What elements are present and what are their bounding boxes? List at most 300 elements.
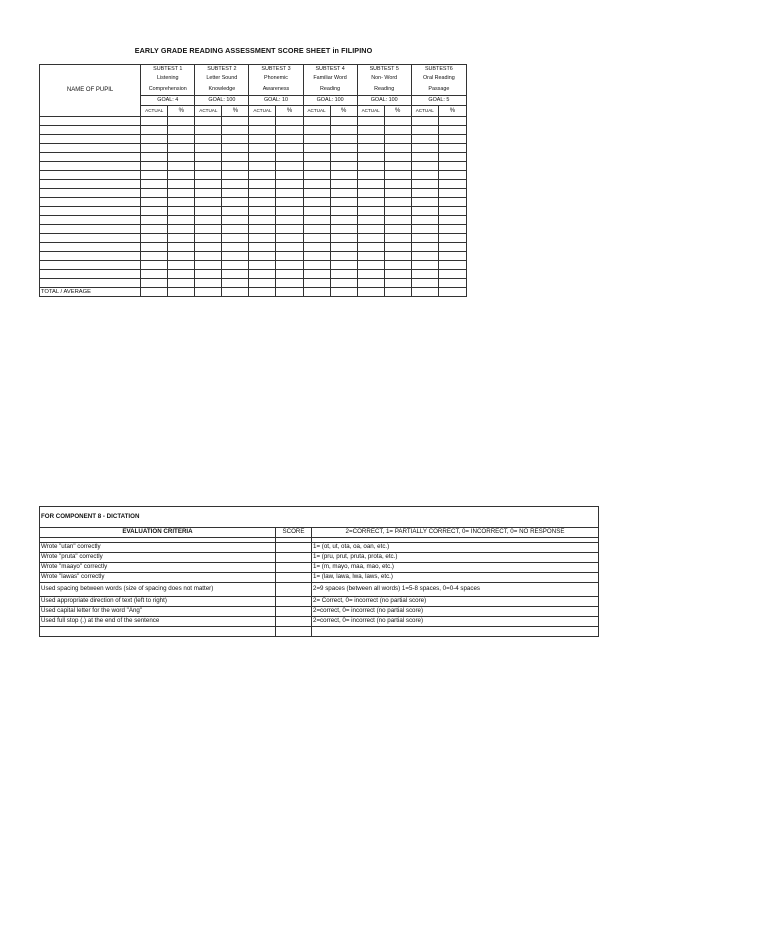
- score-cell[interactable]: [195, 225, 222, 234]
- criterion-text: Wrote "utan" correctly: [40, 543, 276, 553]
- score-cell[interactable]: [222, 189, 249, 198]
- pupil-name-cell[interactable]: [40, 252, 141, 261]
- score-cell[interactable]: [168, 117, 195, 126]
- score-cell[interactable]: [222, 144, 249, 153]
- score-cell[interactable]: [168, 270, 195, 279]
- total-average-row: [40, 288, 467, 297]
- score-cell[interactable]: [330, 126, 357, 135]
- score-cell[interactable]: [249, 135, 276, 144]
- score-cell[interactable]: [276, 117, 303, 126]
- score-cell[interactable]: [303, 243, 330, 252]
- score-cell[interactable]: [303, 270, 330, 279]
- score-cell[interactable]: [330, 180, 357, 189]
- score-cell[interactable]: [195, 180, 222, 189]
- score-cell[interactable]: [384, 144, 411, 153]
- score-cell[interactable]: [168, 180, 195, 189]
- dictation-title: FOR COMPONENT 8 - DICTATION: [40, 507, 599, 528]
- score-cell[interactable]: [141, 216, 168, 225]
- score-cell[interactable]: [384, 216, 411, 225]
- score-cell[interactable]: [168, 207, 195, 216]
- score-cell[interactable]: [330, 198, 357, 207]
- score-cell[interactable]: [276, 243, 303, 252]
- subtest-3-percent-header: %: [276, 106, 303, 117]
- score-cell[interactable]: [303, 207, 330, 216]
- pupil-name-cell[interactable]: [40, 261, 141, 270]
- score-cell[interactable]: [330, 162, 357, 171]
- total-cell[interactable]: [276, 288, 303, 297]
- score-cell[interactable]: [141, 261, 168, 270]
- score-cell[interactable]: [330, 189, 357, 198]
- score-cell[interactable]: [303, 126, 330, 135]
- score-cell[interactable]: [276, 135, 303, 144]
- score-cell[interactable]: [438, 252, 466, 261]
- score-cell[interactable]: [276, 597, 312, 607]
- score-cell[interactable]: [303, 252, 330, 261]
- score-cell[interactable]: [384, 198, 411, 207]
- score-cell[interactable]: [357, 234, 384, 243]
- score-cell[interactable]: [222, 180, 249, 189]
- subtest-4-goal: GOAL: 100: [303, 96, 357, 106]
- score-cell[interactable]: [357, 225, 384, 234]
- score-cell[interactable]: [195, 207, 222, 216]
- score-cell[interactable]: [249, 171, 276, 180]
- pupil-name-cell[interactable]: [40, 279, 141, 288]
- pupil-name-cell[interactable]: [40, 225, 141, 234]
- score-cell[interactable]: [276, 553, 312, 563]
- score-cell[interactable]: [384, 189, 411, 198]
- score-cell[interactable]: [384, 135, 411, 144]
- score-cell[interactable]: [411, 207, 438, 216]
- score-cell[interactable]: [384, 117, 411, 126]
- score-cell[interactable]: [357, 216, 384, 225]
- score-cell[interactable]: [303, 144, 330, 153]
- score-cell[interactable]: [276, 144, 303, 153]
- score-cell[interactable]: [330, 207, 357, 216]
- score-cell[interactable]: [276, 573, 312, 583]
- score-cell[interactable]: [357, 180, 384, 189]
- score-cell[interactable]: [438, 207, 466, 216]
- score-cell[interactable]: [438, 162, 466, 171]
- score-cell[interactable]: [411, 144, 438, 153]
- score-cell[interactable]: [438, 126, 466, 135]
- score-cell[interactable]: [303, 162, 330, 171]
- score-cell[interactable]: [141, 225, 168, 234]
- score-cell[interactable]: [276, 617, 312, 627]
- pupil-row: [40, 189, 467, 198]
- score-cell[interactable]: [384, 153, 411, 162]
- subtest-5-desc-2: Reading: [357, 84, 411, 96]
- score-cell[interactable]: [222, 135, 249, 144]
- pupil-row: [40, 171, 467, 180]
- subtest-5-actual-header: ACTUAL: [357, 106, 384, 117]
- score-cell[interactable]: [303, 279, 330, 288]
- total-cell[interactable]: [438, 288, 466, 297]
- pupil-name-cell[interactable]: [40, 171, 141, 180]
- score-cell[interactable]: [438, 198, 466, 207]
- pupil-name-cell[interactable]: [40, 216, 141, 225]
- total-cell[interactable]: [411, 288, 438, 297]
- score-cell[interactable]: [141, 135, 168, 144]
- score-cell[interactable]: [141, 180, 168, 189]
- subtest-1-actual-header: ACTUAL: [141, 106, 168, 117]
- pupil-row: [40, 144, 467, 153]
- score-cell[interactable]: [330, 216, 357, 225]
- score-cell[interactable]: [168, 243, 195, 252]
- total-cell[interactable]: [195, 288, 222, 297]
- score-cell[interactable]: [168, 225, 195, 234]
- score-cell[interactable]: [303, 216, 330, 225]
- score-cell[interactable]: [249, 189, 276, 198]
- score-cell[interactable]: [168, 171, 195, 180]
- score-cell[interactable]: [249, 279, 276, 288]
- score-cell[interactable]: [303, 117, 330, 126]
- total-cell[interactable]: [330, 288, 357, 297]
- score-cell[interactable]: [303, 153, 330, 162]
- score-cell[interactable]: [357, 198, 384, 207]
- score-cell[interactable]: [276, 180, 303, 189]
- score-cell[interactable]: [195, 234, 222, 243]
- score-cell[interactable]: [303, 135, 330, 144]
- score-cell[interactable]: [438, 117, 466, 126]
- score-cell[interactable]: [168, 126, 195, 135]
- score-cell[interactable]: [330, 135, 357, 144]
- score-cell[interactable]: [168, 144, 195, 153]
- score-cell[interactable]: [384, 207, 411, 216]
- score-cell[interactable]: [357, 162, 384, 171]
- score-cell[interactable]: [384, 252, 411, 261]
- score-cell[interactable]: [249, 234, 276, 243]
- total-cell[interactable]: [357, 288, 384, 297]
- total-cell[interactable]: [168, 288, 195, 297]
- pupil-row: [40, 234, 467, 243]
- score-cell[interactable]: [222, 243, 249, 252]
- pupil-name-cell[interactable]: [40, 162, 141, 171]
- score-cell[interactable]: [411, 252, 438, 261]
- pupil-name-cell[interactable]: [40, 144, 141, 153]
- score-cell[interactable]: [303, 180, 330, 189]
- total-cell[interactable]: [249, 288, 276, 297]
- score-cell[interactable]: [357, 252, 384, 261]
- score-cell[interactable]: [195, 243, 222, 252]
- score-cell[interactable]: [411, 162, 438, 171]
- score-cell[interactable]: [195, 171, 222, 180]
- score-cell[interactable]: [141, 270, 168, 279]
- score-cell[interactable]: [195, 144, 222, 153]
- score-cell[interactable]: [384, 162, 411, 171]
- score-cell[interactable]: [249, 117, 276, 126]
- score-cell[interactable]: [195, 216, 222, 225]
- score-cell[interactable]: [276, 607, 312, 617]
- score-cell[interactable]: [303, 261, 330, 270]
- score-cell[interactable]: [168, 189, 195, 198]
- score-cell[interactable]: [411, 171, 438, 180]
- score-cell[interactable]: [168, 216, 195, 225]
- score-cell[interactable]: [222, 117, 249, 126]
- total-average-label: TOTAL / AVERAGE: [40, 288, 141, 297]
- rubric-text: 2=9 spaces (between all words) 1=5-8 spaces, 0=0-4 spaces: [312, 583, 599, 597]
- score-cell[interactable]: [357, 117, 384, 126]
- score-cell[interactable]: [411, 198, 438, 207]
- rubric-text: 1= (law, lawa, lwa, laws, etc.): [312, 573, 599, 583]
- score-cell[interactable]: [411, 234, 438, 243]
- score-cell[interactable]: [357, 261, 384, 270]
- score-cell[interactable]: [276, 252, 303, 261]
- subtest-4-actual-header: ACTUAL: [303, 106, 330, 117]
- score-cell[interactable]: [411, 135, 438, 144]
- score-cell[interactable]: [411, 225, 438, 234]
- score-cell[interactable]: [249, 126, 276, 135]
- score-cell[interactable]: [330, 153, 357, 162]
- score-cell[interactable]: [195, 270, 222, 279]
- score-cell[interactable]: [384, 243, 411, 252]
- score-cell[interactable]: [411, 279, 438, 288]
- score-cell[interactable]: [195, 126, 222, 135]
- score-cell[interactable]: [276, 270, 303, 279]
- score-cell[interactable]: [411, 153, 438, 162]
- score-cell[interactable]: [384, 279, 411, 288]
- score-cell[interactable]: [303, 189, 330, 198]
- score-cell[interactable]: [438, 279, 466, 288]
- score-cell[interactable]: [276, 583, 312, 597]
- score-cell[interactable]: [276, 225, 303, 234]
- score-cell[interactable]: [141, 279, 168, 288]
- score-cell[interactable]: [195, 198, 222, 207]
- subtest-5-goal: GOAL: 100: [357, 96, 411, 106]
- score-cell[interactable]: [141, 153, 168, 162]
- score-cell[interactable]: [141, 252, 168, 261]
- score-cell[interactable]: [357, 126, 384, 135]
- score-cell[interactable]: [438, 153, 466, 162]
- score-cell[interactable]: [276, 216, 303, 225]
- pupil-row: [40, 216, 467, 225]
- score-cell[interactable]: [276, 162, 303, 171]
- score-cell[interactable]: [249, 270, 276, 279]
- score-cell[interactable]: [357, 207, 384, 216]
- score-cell[interactable]: [195, 135, 222, 144]
- pupil-name-cell[interactable]: [40, 117, 141, 126]
- score-cell[interactable]: [141, 198, 168, 207]
- subtest-4-desc-2: Reading: [303, 84, 357, 96]
- score-cell[interactable]: [222, 261, 249, 270]
- pupil-name-cell[interactable]: [40, 189, 141, 198]
- score-cell[interactable]: [141, 189, 168, 198]
- score-cell[interactable]: [438, 270, 466, 279]
- score-cell[interactable]: [276, 189, 303, 198]
- pupil-name-cell[interactable]: [40, 243, 141, 252]
- criteria-row: [40, 607, 599, 617]
- score-cell[interactable]: [276, 198, 303, 207]
- evaluation-criteria-header: EVALUATION CRITERIA: [40, 528, 276, 538]
- subtest-3-desc-2: Awareness: [249, 84, 303, 96]
- score-cell[interactable]: [411, 216, 438, 225]
- score-cell[interactable]: [141, 207, 168, 216]
- score-cell[interactable]: [438, 243, 466, 252]
- score-cell[interactable]: [249, 243, 276, 252]
- score-cell[interactable]: [168, 234, 195, 243]
- score-cell[interactable]: [384, 180, 411, 189]
- score-cell[interactable]: [438, 189, 466, 198]
- score-cell[interactable]: [411, 117, 438, 126]
- score-cell[interactable]: [249, 144, 276, 153]
- score-cell[interactable]: [357, 243, 384, 252]
- score-cell[interactable]: [411, 126, 438, 135]
- score-cell[interactable]: [276, 279, 303, 288]
- pupil-name-cell[interactable]: [40, 207, 141, 216]
- sheet-title: EARLY GRADE READING ASSESSMENT SCORE SHEET in FILIPINO: [134, 46, 373, 55]
- score-cell[interactable]: [357, 189, 384, 198]
- total-cell[interactable]: [303, 288, 330, 297]
- score-cell[interactable]: [357, 153, 384, 162]
- score-cell[interactable]: [384, 261, 411, 270]
- subtest-6-desc-2: Passage: [411, 84, 466, 96]
- score-cell[interactable]: [411, 261, 438, 270]
- score-cell[interactable]: [276, 543, 312, 553]
- score-cell[interactable]: [330, 234, 357, 243]
- score-cell[interactable]: [168, 162, 195, 171]
- score-cell[interactable]: [249, 261, 276, 270]
- score-cell[interactable]: [195, 153, 222, 162]
- score-cell[interactable]: [249, 153, 276, 162]
- score-cell[interactable]: [195, 162, 222, 171]
- score-cell[interactable]: [195, 117, 222, 126]
- score-cell[interactable]: [438, 216, 466, 225]
- score-cell[interactable]: [330, 144, 357, 153]
- score-cell[interactable]: [222, 279, 249, 288]
- score-cell[interactable]: [222, 207, 249, 216]
- score-cell[interactable]: [168, 135, 195, 144]
- score-cell[interactable]: [141, 171, 168, 180]
- score-cell[interactable]: [249, 216, 276, 225]
- score-cell[interactable]: [276, 261, 303, 270]
- score-cell[interactable]: [411, 270, 438, 279]
- score-cell[interactable]: [330, 225, 357, 234]
- score-cell[interactable]: [357, 135, 384, 144]
- score-cell[interactable]: [141, 162, 168, 171]
- score-cell[interactable]: [168, 279, 195, 288]
- score-cell[interactable]: [141, 117, 168, 126]
- score-cell[interactable]: [357, 279, 384, 288]
- score-cell[interactable]: [438, 144, 466, 153]
- total-cell[interactable]: [384, 288, 411, 297]
- score-cell[interactable]: [276, 153, 303, 162]
- score-cell[interactable]: [330, 243, 357, 252]
- pupil-name-cell[interactable]: [40, 270, 141, 279]
- score-cell[interactable]: [222, 216, 249, 225]
- score-cell[interactable]: [330, 117, 357, 126]
- pupil-row: [40, 180, 467, 189]
- score-cell[interactable]: [249, 162, 276, 171]
- score-cell[interactable]: [384, 270, 411, 279]
- subtest-3-label: SUBTEST 3: [249, 65, 303, 75]
- score-cell[interactable]: [249, 252, 276, 261]
- score-cell[interactable]: [168, 153, 195, 162]
- score-cell[interactable]: [141, 243, 168, 252]
- score-cell[interactable]: [411, 189, 438, 198]
- score-cell[interactable]: [276, 171, 303, 180]
- score-cell[interactable]: [276, 207, 303, 216]
- score-cell[interactable]: [141, 144, 168, 153]
- pupil-name-cell[interactable]: [40, 153, 141, 162]
- score-cell[interactable]: [330, 252, 357, 261]
- score-cell[interactable]: [330, 270, 357, 279]
- score-cell[interactable]: [222, 225, 249, 234]
- score-cell[interactable]: [222, 270, 249, 279]
- score-cell[interactable]: [411, 180, 438, 189]
- score-cell[interactable]: [384, 126, 411, 135]
- pupil-name-cell[interactable]: [40, 126, 141, 135]
- score-cell[interactable]: [195, 252, 222, 261]
- score-cell[interactable]: [276, 563, 312, 573]
- score-cell[interactable]: [330, 261, 357, 270]
- subtest-1-percent-header: %: [168, 106, 195, 117]
- score-cell[interactable]: [438, 261, 466, 270]
- score-cell[interactable]: [222, 126, 249, 135]
- score-cell[interactable]: [384, 234, 411, 243]
- pupil-name-cell[interactable]: [40, 198, 141, 207]
- score-cell[interactable]: [438, 171, 466, 180]
- score-cell[interactable]: [222, 162, 249, 171]
- score-cell[interactable]: [303, 234, 330, 243]
- score-cell[interactable]: [330, 279, 357, 288]
- criteria-row: [40, 597, 599, 607]
- score-cell[interactable]: [222, 252, 249, 261]
- score-cell[interactable]: [222, 171, 249, 180]
- score-cell[interactable]: [357, 144, 384, 153]
- score-cell[interactable]: [168, 252, 195, 261]
- score-cell[interactable]: [141, 126, 168, 135]
- pupil-name-cell[interactable]: [40, 135, 141, 144]
- pupil-name-cell[interactable]: [40, 180, 141, 189]
- score-cell[interactable]: [249, 207, 276, 216]
- pupil-name-cell[interactable]: [40, 234, 141, 243]
- score-cell[interactable]: [438, 135, 466, 144]
- score-cell[interactable]: [384, 225, 411, 234]
- score-cell[interactable]: [303, 171, 330, 180]
- score-cell[interactable]: [168, 261, 195, 270]
- score-cell[interactable]: [438, 180, 466, 189]
- score-cell[interactable]: [411, 243, 438, 252]
- rubric-text: 1= (m, mayo, maa, mao, etc.): [312, 563, 599, 573]
- score-cell[interactable]: [222, 234, 249, 243]
- score-cell[interactable]: [141, 234, 168, 243]
- blank-cell[interactable]: [276, 627, 312, 637]
- total-cell[interactable]: [222, 288, 249, 297]
- score-cell[interactable]: [330, 171, 357, 180]
- score-cell[interactable]: [249, 198, 276, 207]
- score-cell[interactable]: [168, 198, 195, 207]
- score-cell[interactable]: [276, 234, 303, 243]
- score-cell[interactable]: [195, 279, 222, 288]
- score-cell[interactable]: [303, 225, 330, 234]
- score-cell[interactable]: [357, 270, 384, 279]
- score-cell[interactable]: [249, 180, 276, 189]
- score-cell[interactable]: [438, 225, 466, 234]
- subtest-1-desc-2: Comprehension: [141, 84, 195, 96]
- rubric-text: 2=correct, 0= incorrect (no partial score): [312, 617, 599, 627]
- score-cell[interactable]: [384, 171, 411, 180]
- score-cell[interactable]: [195, 261, 222, 270]
- score-cell[interactable]: [276, 126, 303, 135]
- score-cell[interactable]: [249, 225, 276, 234]
- score-cell[interactable]: [222, 198, 249, 207]
- score-cell[interactable]: [195, 189, 222, 198]
- total-cell[interactable]: [141, 288, 168, 297]
- score-cell[interactable]: [303, 198, 330, 207]
- score-cell[interactable]: [438, 234, 466, 243]
- score-cell[interactable]: [357, 171, 384, 180]
- subtest-4-percent-header: %: [330, 106, 357, 117]
- score-cell[interactable]: [222, 153, 249, 162]
